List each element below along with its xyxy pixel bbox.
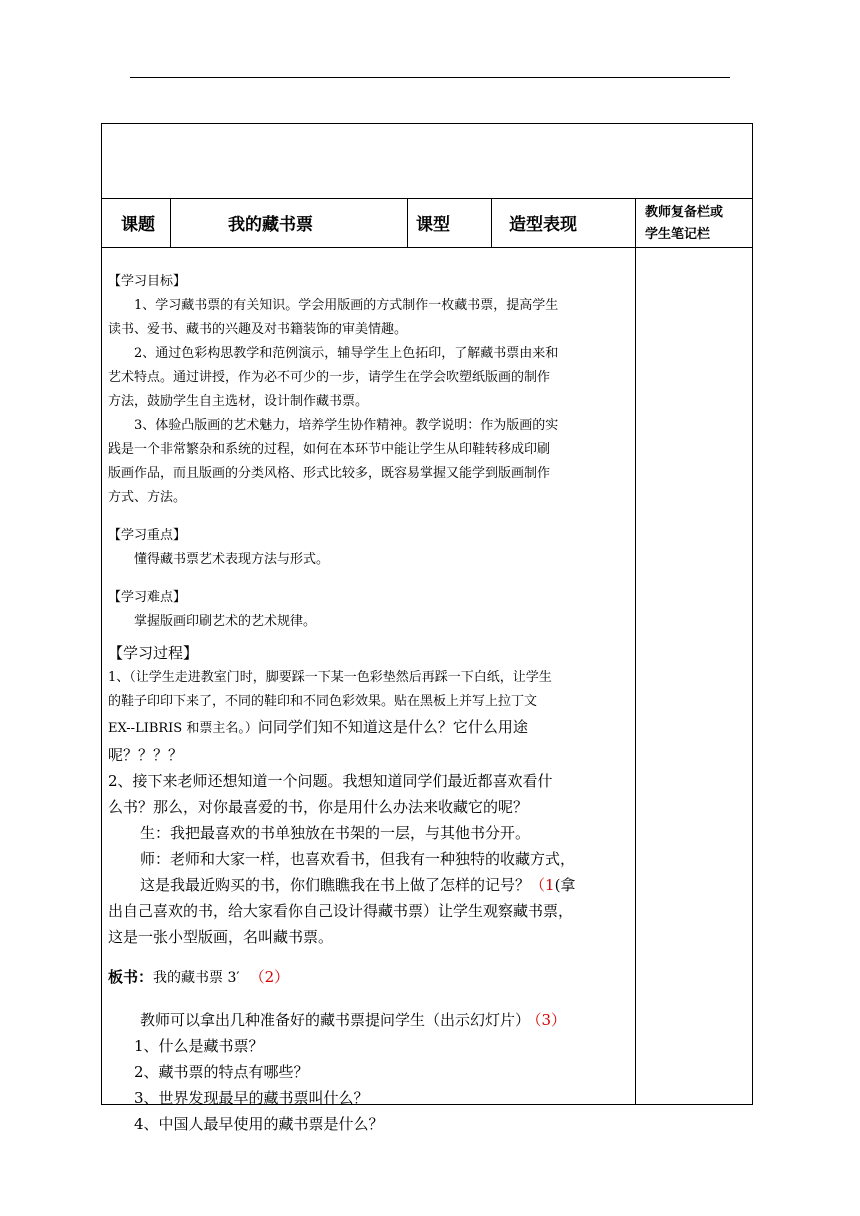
difficulty-text: 掌握版画印刷艺术的艺术规律。: [134, 614, 317, 629]
table-col-divider: [491, 198, 492, 247]
process-paragraph-line: 出自己喜欢的书，给大家看你自己设计得藏书票）让学生观察藏书票，: [108, 902, 574, 920]
notes-header-line: 教师复备栏或: [645, 205, 724, 220]
process-question: 问同学们知不知道这是什么？它什么用途: [257, 718, 528, 736]
goals-heading: 【学习目标】: [108, 274, 187, 289]
question-item: 3、世界发现最早的藏书票叫什么？: [134, 1089, 369, 1107]
topic-value: 我的藏书票: [228, 215, 313, 235]
process-paragraph-line: 的鞋子印印下来了，不同的鞋印和不同色彩效果。贴在黑板上并写上拉丁文: [108, 694, 538, 709]
process-paragraph-line: 2、接下来老师还想知道一个问题。我想知道同学们最近都喜欢看什: [108, 772, 553, 790]
teacher-reply: 师：老师和大家一样，也喜欢看书，但我有一种独特的收藏方式，: [140, 850, 576, 868]
notes-column-header: [645, 202, 723, 246]
process-paragraph-line: [108, 714, 628, 742]
key-point-heading: 【学习重点】: [108, 528, 187, 543]
slides-intro: [108, 1007, 628, 1033]
difficulty-heading: 【学习难点】: [108, 590, 187, 605]
lesson-type-label: 课型: [416, 215, 450, 235]
latin-inscription: EX--LIBRIS 和票主名。）: [108, 721, 258, 736]
key-point-text: 懂得藏书票艺术表现方法与形式。: [134, 552, 330, 567]
goals-line: 艺术特点。通过讲授，作为必不可少的一步，请学生在学会吹塑纸版画的制作: [108, 370, 551, 385]
goals-line: 1、学习藏书票的有关知识。学会用版画的方式制作一枚藏书票，提高学生: [134, 298, 559, 313]
goals-line: 方式、方法。: [108, 490, 187, 505]
lesson-content: [108, 270, 628, 1137]
board-writing: [108, 964, 628, 991]
process-paragraph-line: 这是一张小型版画，名叫藏书票。: [108, 928, 334, 946]
goals-line: 3、体验凸版画的艺术魅力，培养学生协作精神。教学说明：作为版画的实: [134, 418, 559, 433]
question-item: 1、什么是藏书票？: [134, 1037, 264, 1055]
goals-line: 读书、爱书、藏书的兴趣及对书籍装饰的审美情趣。: [108, 322, 408, 337]
table-notes-column-divider: [635, 198, 636, 1105]
board-text: 我的藏书票 3′: [153, 970, 240, 986]
student-answer: 生：我把最喜欢的书单独放在书架的一层，与其他书分开。: [140, 824, 531, 842]
slide-reference: （1: [530, 876, 555, 894]
slide-reference: （2）: [249, 968, 290, 986]
goals-line: 方法，鼓励学生自主选材，设计制作藏书票。: [108, 394, 369, 409]
process-paragraph-line: [108, 872, 628, 898]
question-item: 2、藏书票的特点有哪些？: [134, 1063, 309, 1081]
book-mark-tail: (拿: [554, 876, 576, 894]
table-col-divider: [170, 198, 171, 247]
goals-line: 践是一个非常繁杂和系统的过程，如何在本环节中能让学生从印鞋转移成印刷: [108, 442, 551, 457]
goals-line: 版画作品，而且版画的分类风格、形式比较多，既容易掌握又能学到版画制作: [108, 466, 551, 481]
table-row-divider-header: [101, 247, 753, 248]
process-paragraph-line: 么书？那么，对你最喜爱的书，你是用什么办法来收藏它的呢？: [108, 798, 529, 816]
book-mark-question: 这是我最近购买的书，你们瞧瞧我在书上做了怎样的记号？: [140, 876, 531, 894]
goals-line: 2、通过色彩构思教学和范例演示，辅导学生上色拓印，了解藏书票由来和: [134, 346, 559, 361]
question-item: 4、中国人最早使用的藏书票是什么？: [134, 1115, 384, 1133]
board-label: 板书：: [108, 968, 154, 986]
lesson-type-value: 造型表现: [509, 215, 577, 235]
topic-label: 课题: [121, 215, 155, 235]
page-header-rule: [130, 77, 730, 78]
process-heading: 【学习过程】: [108, 644, 199, 662]
process-paragraph-line: 呢？？？？: [108, 746, 184, 764]
process-paragraph-line: 1、（让学生走进教室门时，脚要踩一下某一色彩垫然后再踩一下白纸，让学生: [108, 670, 552, 685]
slides-intro-text: 教师可以拿出几种准备好的藏书票提问学生（出示幻灯片）: [140, 1011, 531, 1029]
notes-header-line: 学生笔记栏: [645, 227, 711, 242]
slide-reference: （3）: [534, 1011, 567, 1029]
table-row-divider-top: [101, 198, 753, 199]
table-col-divider: [407, 198, 408, 247]
